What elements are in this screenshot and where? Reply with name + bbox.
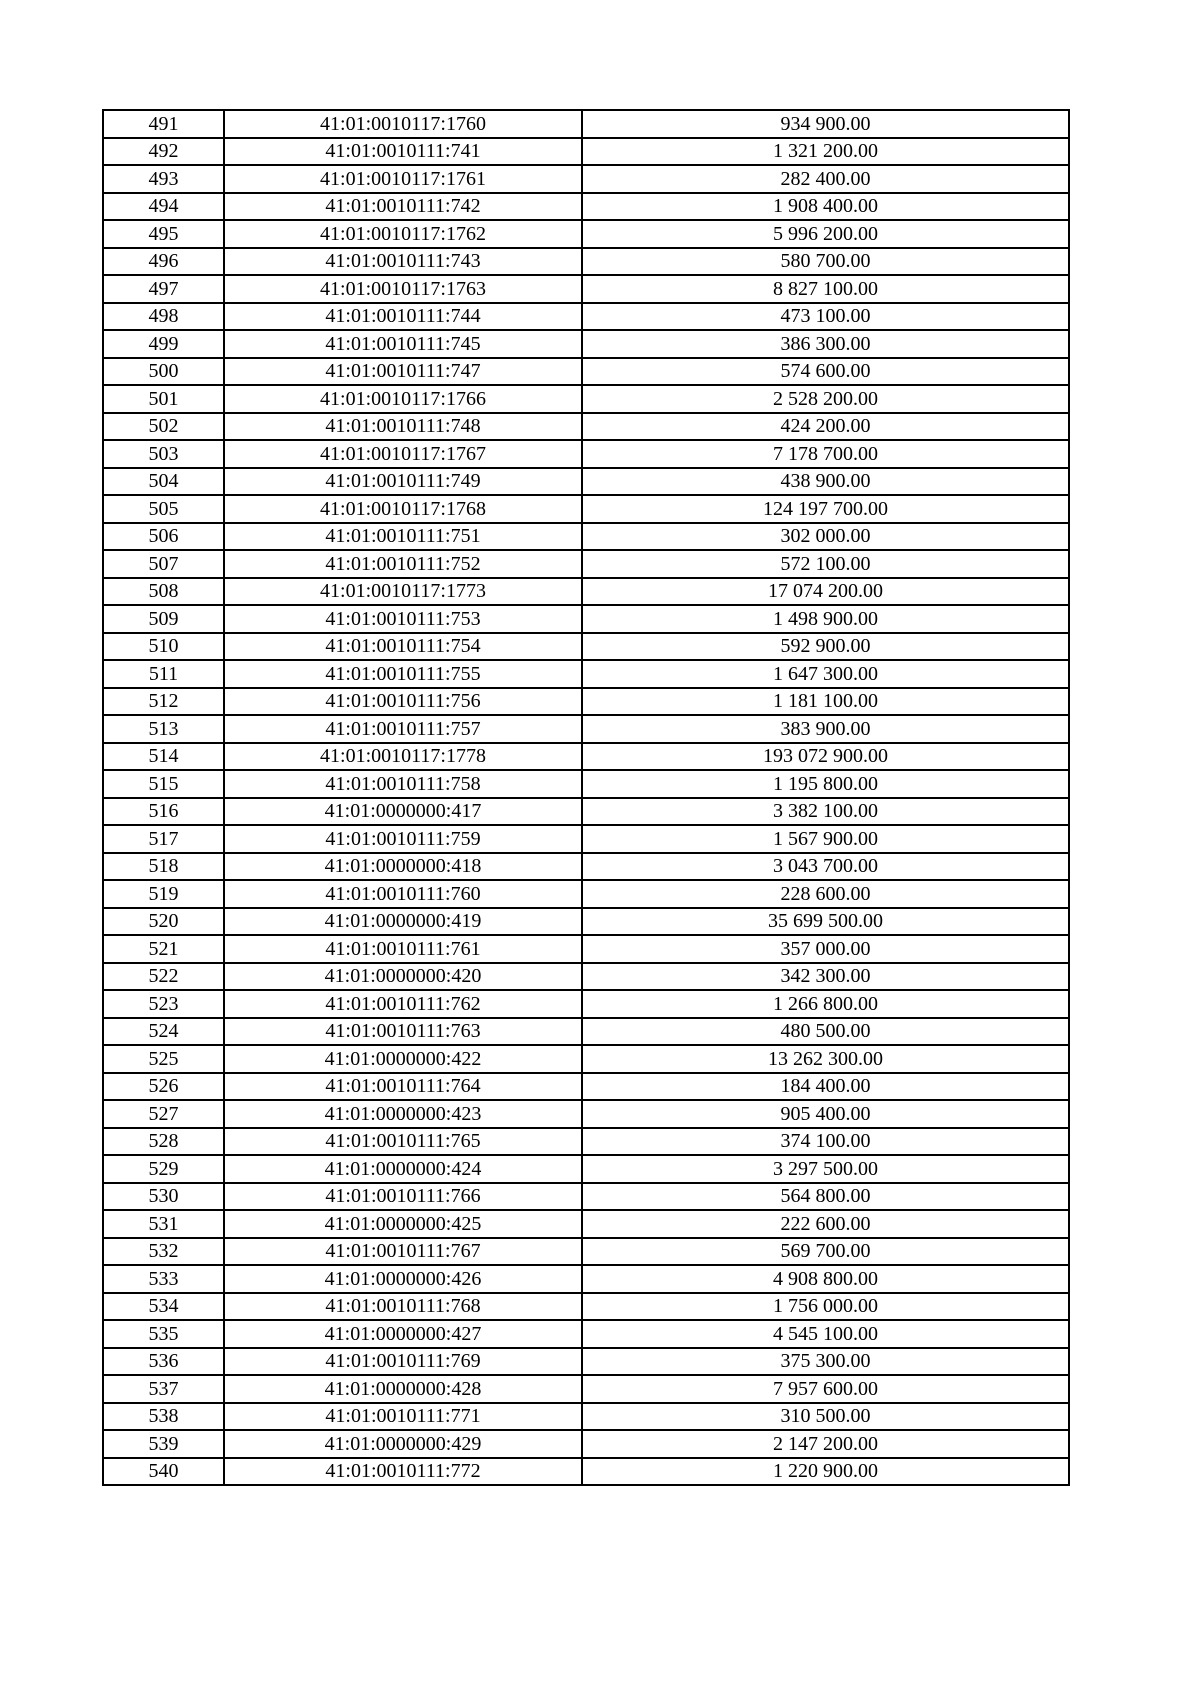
cadastral-value-cell: 424 200.00: [582, 413, 1069, 441]
cadastral-number-cell: 41:01:0010111:758: [224, 770, 582, 798]
row-number-cell: 502: [103, 413, 224, 441]
row-number-cell: 507: [103, 550, 224, 578]
table-row: [103, 1375, 1069, 1403]
table-row: [103, 1018, 1069, 1046]
cadastral-value-cell: 5 996 200.00: [582, 220, 1069, 248]
cadastral-number-cell: 41:01:0000000:426: [224, 1265, 582, 1293]
cadastral-value-cell: 1 567 900.00: [582, 825, 1069, 853]
row-number-cell: 516: [103, 798, 224, 826]
cadastral-value-cell: 13 262 300.00: [582, 1045, 1069, 1073]
table-row: [103, 523, 1069, 551]
table-row: [103, 1403, 1069, 1431]
cadastral-value-cell: 2 147 200.00: [582, 1430, 1069, 1458]
row-number-cell: 493: [103, 165, 224, 193]
row-number-cell: 520: [103, 908, 224, 936]
row-number-cell: 527: [103, 1100, 224, 1128]
cadastral-number-cell: 41:01:0010117:1773: [224, 578, 582, 606]
cadastral-value-cell: 480 500.00: [582, 1018, 1069, 1046]
cadastral-value-cell: 1 756 000.00: [582, 1293, 1069, 1321]
cadastral-number-cell: 41:01:0010111:759: [224, 825, 582, 853]
cadastral-value-cell: 4 908 800.00: [582, 1265, 1069, 1293]
cadastral-value-cell: 1 181 100.00: [582, 688, 1069, 716]
row-number-cell: 530: [103, 1183, 224, 1211]
cadastral-value-cell: 386 300.00: [582, 330, 1069, 358]
table-row: [103, 1100, 1069, 1128]
cadastral-number-cell: 41:01:0000000:424: [224, 1155, 582, 1183]
row-number-cell: 498: [103, 303, 224, 331]
cadastral-value-cell: 222 600.00: [582, 1210, 1069, 1238]
table-row: [103, 550, 1069, 578]
cadastral-number-cell: 41:01:0010111:745: [224, 330, 582, 358]
table-row: [103, 825, 1069, 853]
table-row: [103, 1458, 1069, 1486]
table-row: [103, 605, 1069, 633]
table-row: [103, 1128, 1069, 1156]
cadastral-value-cell: 383 900.00: [582, 715, 1069, 743]
cadastral-value-cell: 342 300.00: [582, 963, 1069, 991]
table-row: [103, 1155, 1069, 1183]
cadastral-value-cell: 8 827 100.00: [582, 275, 1069, 303]
cadastral-number-cell: 41:01:0010111:757: [224, 715, 582, 743]
row-number-cell: 514: [103, 743, 224, 771]
cadastral-number-cell: 41:01:0000000:428: [224, 1375, 582, 1403]
cadastral-number-cell: 41:01:0010111:754: [224, 633, 582, 661]
row-number-cell: 521: [103, 935, 224, 963]
cadastral-value-cell: 302 000.00: [582, 523, 1069, 551]
cadastral-number-cell: 41:01:0010111:748: [224, 413, 582, 441]
cadastral-number-cell: 41:01:0010117:1766: [224, 385, 582, 413]
cadastral-value-cell: 35 699 500.00: [582, 908, 1069, 936]
table-row: [103, 468, 1069, 496]
row-number-cell: 512: [103, 688, 224, 716]
row-number-cell: 518: [103, 853, 224, 881]
row-number-cell: 525: [103, 1045, 224, 1073]
row-number-cell: 492: [103, 138, 224, 166]
cadastral-number-cell: 41:01:0010117:1761: [224, 165, 582, 193]
cadastral-value-cell: 193 072 900.00: [582, 743, 1069, 771]
table-row: [103, 275, 1069, 303]
table-row: [103, 770, 1069, 798]
cadastral-value-cell: 7 957 600.00: [582, 1375, 1069, 1403]
row-number-cell: 536: [103, 1348, 224, 1376]
table-row: [103, 1293, 1069, 1321]
cadastral-number-cell: 41:01:0010111:772: [224, 1458, 582, 1486]
row-number-cell: 526: [103, 1073, 224, 1101]
row-number-cell: 503: [103, 440, 224, 468]
row-number-cell: 511: [103, 660, 224, 688]
cadastral-number-cell: 41:01:0010111:742: [224, 193, 582, 221]
cadastral-number-cell: 41:01:0000000:418: [224, 853, 582, 881]
cadastral-value-cell: 564 800.00: [582, 1183, 1069, 1211]
table-row: [103, 880, 1069, 908]
cadastral-number-cell: 41:01:0010111:751: [224, 523, 582, 551]
cadastral-value-cell: 4 545 100.00: [582, 1320, 1069, 1348]
row-number-cell: 519: [103, 880, 224, 908]
row-number-cell: 532: [103, 1238, 224, 1266]
table-row: [103, 715, 1069, 743]
cadastral-value-cell: 569 700.00: [582, 1238, 1069, 1266]
table-row: [103, 495, 1069, 523]
table-row: [103, 440, 1069, 468]
table-row: [103, 303, 1069, 331]
table-row: [103, 385, 1069, 413]
cadastral-number-cell: 41:01:0010111:755: [224, 660, 582, 688]
table-row: [103, 138, 1069, 166]
table-row: [103, 1320, 1069, 1348]
cadastral-number-cell: 41:01:0000000:419: [224, 908, 582, 936]
cadastral-number-cell: 41:01:0010117:1768: [224, 495, 582, 523]
table-row: [103, 1265, 1069, 1293]
row-number-cell: 531: [103, 1210, 224, 1238]
table-row: [103, 193, 1069, 221]
cadastral-number-cell: 41:01:0010111:753: [224, 605, 582, 633]
table-row: [103, 1183, 1069, 1211]
table-row: [103, 358, 1069, 386]
cadastral-value-cell: 1 321 200.00: [582, 138, 1069, 166]
cadastral-value-cell: 572 100.00: [582, 550, 1069, 578]
row-number-cell: 496: [103, 248, 224, 276]
cadastral-value-cell: 310 500.00: [582, 1403, 1069, 1431]
row-number-cell: 491: [103, 110, 224, 138]
row-number-cell: 508: [103, 578, 224, 606]
row-number-cell: 538: [103, 1403, 224, 1431]
cadastral-value-cell: 357 000.00: [582, 935, 1069, 963]
table-row: [103, 935, 1069, 963]
table-row: [103, 1348, 1069, 1376]
row-number-cell: 529: [103, 1155, 224, 1183]
cadastral-value-cell: 1 908 400.00: [582, 193, 1069, 221]
cadastral-number-cell: 41:01:0010111:752: [224, 550, 582, 578]
cadastral-number-cell: 41:01:0000000:425: [224, 1210, 582, 1238]
cadastral-number-cell: 41:01:0010111:771: [224, 1403, 582, 1431]
row-number-cell: 537: [103, 1375, 224, 1403]
table-row: [103, 1430, 1069, 1458]
cadastral-number-cell: 41:01:0010111:749: [224, 468, 582, 496]
table-row: [103, 963, 1069, 991]
cadastral-number-cell: 41:01:0010111:743: [224, 248, 582, 276]
row-number-cell: 513: [103, 715, 224, 743]
cadastral-value-cell: 905 400.00: [582, 1100, 1069, 1128]
cadastral-number-cell: 41:01:0010111:744: [224, 303, 582, 331]
cadastral-value-cell: 473 100.00: [582, 303, 1069, 331]
row-number-cell: 510: [103, 633, 224, 661]
table-row: [103, 633, 1069, 661]
cadastral-number-cell: 41:01:0000000:420: [224, 963, 582, 991]
table-row: [103, 1238, 1069, 1266]
cadastral-number-cell: 41:01:0010111:769: [224, 1348, 582, 1376]
cadastral-number-cell: 41:01:0010111:741: [224, 138, 582, 166]
table-row: [103, 578, 1069, 606]
cadastral-value-cell: 282 400.00: [582, 165, 1069, 193]
cadastral-value-cell: 7 178 700.00: [582, 440, 1069, 468]
cadastral-value-cell: 2 528 200.00: [582, 385, 1069, 413]
cadastral-number-cell: 41:01:0010117:1767: [224, 440, 582, 468]
cadastral-number-cell: 41:01:0010111:762: [224, 990, 582, 1018]
row-number-cell: 509: [103, 605, 224, 633]
cadastral-value-cell: 3 043 700.00: [582, 853, 1069, 881]
cadastral-number-cell: 41:01:0010111:763: [224, 1018, 582, 1046]
cadastral-value-cell: 228 600.00: [582, 880, 1069, 908]
cadastral-number-cell: 41:01:0010111:766: [224, 1183, 582, 1211]
row-number-cell: 506: [103, 523, 224, 551]
cadastral-value-cell: 1 220 900.00: [582, 1458, 1069, 1486]
row-number-cell: 494: [103, 193, 224, 221]
cadastral-value-cell: 438 900.00: [582, 468, 1069, 496]
cadastral-number-cell: 41:01:0000000:422: [224, 1045, 582, 1073]
row-number-cell: 534: [103, 1293, 224, 1321]
table-row: [103, 743, 1069, 771]
row-number-cell: 515: [103, 770, 224, 798]
cadastral-value-cell: 1 498 900.00: [582, 605, 1069, 633]
row-number-cell: 497: [103, 275, 224, 303]
cadastral-number-cell: 41:01:0010111:765: [224, 1128, 582, 1156]
row-number-cell: 540: [103, 1458, 224, 1486]
cadastral-number-cell: 41:01:0010111:761: [224, 935, 582, 963]
cadastral-number-cell: 41:01:0000000:427: [224, 1320, 582, 1348]
row-number-cell: 517: [103, 825, 224, 853]
cadastral-value-table: [102, 109, 1070, 1486]
cadastral-number-cell: 41:01:0010117:1763: [224, 275, 582, 303]
table-row: [103, 330, 1069, 358]
table-body: [103, 110, 1069, 1485]
table-row: [103, 990, 1069, 1018]
cadastral-value-cell: 3 297 500.00: [582, 1155, 1069, 1183]
row-number-cell: 523: [103, 990, 224, 1018]
cadastral-value-cell: 3 382 100.00: [582, 798, 1069, 826]
cadastral-number-cell: 41:01:0000000:417: [224, 798, 582, 826]
table-row: [103, 248, 1069, 276]
table-row: [103, 413, 1069, 441]
row-number-cell: 500: [103, 358, 224, 386]
cadastral-number-cell: 41:01:0010111:764: [224, 1073, 582, 1101]
table-row: [103, 1210, 1069, 1238]
table-row: [103, 1045, 1069, 1073]
cadastral-value-cell: 1 647 300.00: [582, 660, 1069, 688]
cadastral-number-cell: 41:01:0010111:768: [224, 1293, 582, 1321]
table-row: [103, 1073, 1069, 1101]
cadastral-number-cell: 41:01:0010117:1778: [224, 743, 582, 771]
row-number-cell: 533: [103, 1265, 224, 1293]
row-number-cell: 535: [103, 1320, 224, 1348]
cadastral-value-cell: 374 100.00: [582, 1128, 1069, 1156]
cadastral-value-cell: 375 300.00: [582, 1348, 1069, 1376]
cadastral-number-cell: 41:01:0000000:423: [224, 1100, 582, 1128]
row-number-cell: 505: [103, 495, 224, 523]
cadastral-value-cell: 184 400.00: [582, 1073, 1069, 1101]
cadastral-value-cell: 17 074 200.00: [582, 578, 1069, 606]
cadastral-value-cell: 580 700.00: [582, 248, 1069, 276]
row-number-cell: 504: [103, 468, 224, 496]
row-number-cell: 539: [103, 1430, 224, 1458]
row-number-cell: 495: [103, 220, 224, 248]
cadastral-value-cell: 1 195 800.00: [582, 770, 1069, 798]
row-number-cell: 528: [103, 1128, 224, 1156]
row-number-cell: 501: [103, 385, 224, 413]
row-number-cell: 524: [103, 1018, 224, 1046]
table-row: [103, 853, 1069, 881]
cadastral-value-cell: 934 900.00: [582, 110, 1069, 138]
cadastral-value-cell: 574 600.00: [582, 358, 1069, 386]
cadastral-number-cell: 41:01:0000000:429: [224, 1430, 582, 1458]
cadastral-number-cell: 41:01:0010117:1760: [224, 110, 582, 138]
cadastral-number-cell: 41:01:0010111:767: [224, 1238, 582, 1266]
table-row: [103, 798, 1069, 826]
table-row: [103, 165, 1069, 193]
table-row: [103, 908, 1069, 936]
row-number-cell: 499: [103, 330, 224, 358]
cadastral-value-cell: 592 900.00: [582, 633, 1069, 661]
table-row: [103, 688, 1069, 716]
table-row: [103, 110, 1069, 138]
row-number-cell: 522: [103, 963, 224, 991]
cadastral-number-cell: 41:01:0010117:1762: [224, 220, 582, 248]
cadastral-value-cell: 124 197 700.00: [582, 495, 1069, 523]
table-row: [103, 660, 1069, 688]
cadastral-number-cell: 41:01:0010111:760: [224, 880, 582, 908]
cadastral-number-cell: 41:01:0010111:756: [224, 688, 582, 716]
cadastral-number-cell: 41:01:0010111:747: [224, 358, 582, 386]
table-row: [103, 220, 1069, 248]
cadastral-value-cell: 1 266 800.00: [582, 990, 1069, 1018]
